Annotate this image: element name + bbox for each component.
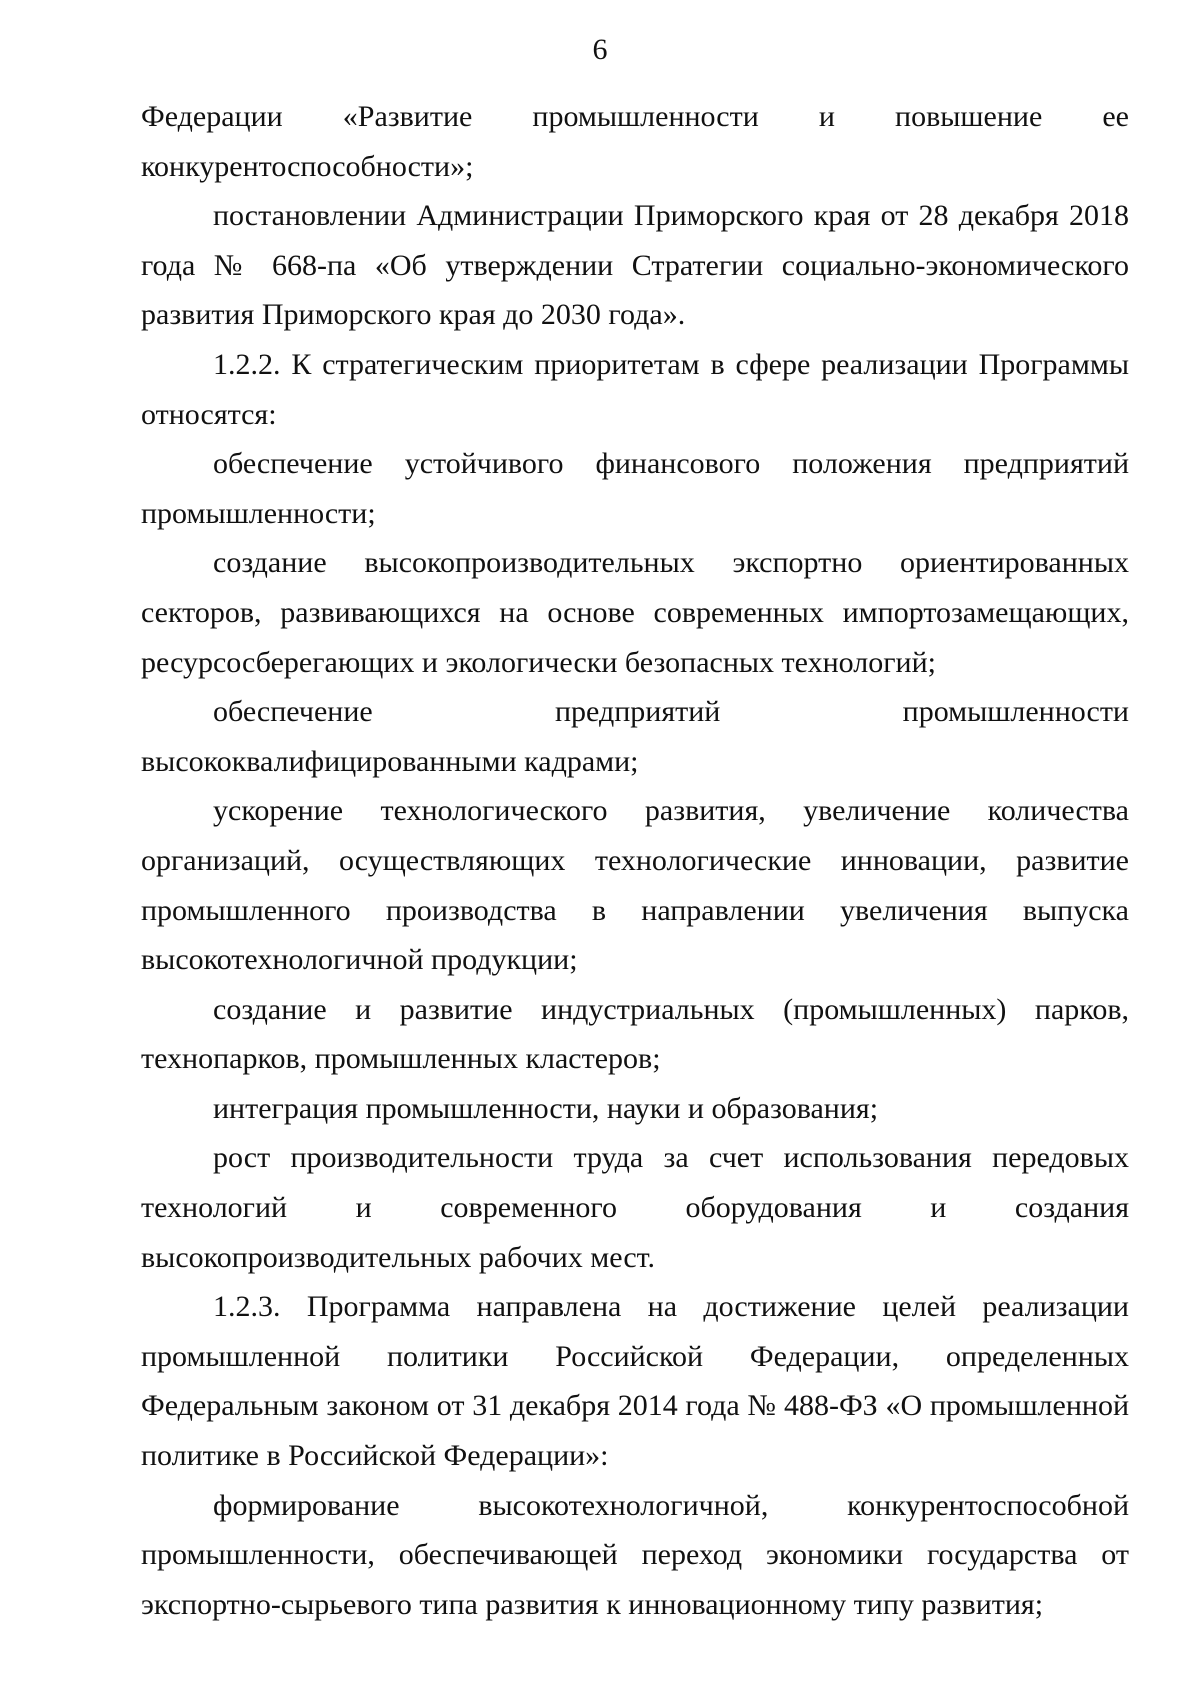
paragraph-federation-program: Федерации «Развитие промышленности и повышение ее конкурентоспособности»; (141, 100, 1129, 183)
list-item-financial-stability: обеспечение устойчивого финансового положения предприятий промышленности; (141, 447, 1129, 530)
list-item-integration: интеграция промышленности, науки и образования; (213, 1091, 879, 1125)
list-item-industrial-parks: создание и развитие индустриальных (промышленных) парков, технопарков, промышленных кластеров; (141, 992, 1129, 1076)
list-item-export-sectors: создание высокопроизводительных экспортно ориентированных секторов, развивающихся на основе современных импортозамещающих, ресурсосберегающих и экологически безопасных технологий; (141, 546, 1129, 679)
list-item-technological-development: ускорение технологического развития, увеличение количества организаций, осуществляющих технологические инновации, развитие промышленного производства в направлении увеличения выпуска высокотехнологичной продукции; (141, 794, 1129, 977)
paragraph-section-1-2-2: 1.2.2. К стратегическим приоритетам в сфере реализации Программы относятся: (141, 347, 1129, 431)
list-item-qualified-staff: обеспечение предприятий промышленности высококвалифицированными кадрами; (141, 695, 1129, 778)
document-body (141, 92, 1129, 1629)
page-number: 6 (592, 33, 608, 66)
paragraph-administration-resolution: постановлении Администрации Приморского края от 28 декабря 2018 года № 668-па «Об утверждении Стратегии социально-экономического развития Приморского края до 2030 года». (141, 199, 1129, 332)
paragraph-section-1-2-3: 1.2.3. Программа направлена на достижение целей реализации промышленной политики Российской Федерации, определенных Федеральным законом от 31 декабря 2014 года № 488-ФЗ «О промышленной политике в Российской Федерации»: (141, 1290, 1129, 1473)
list-item-productivity-growth: рост производительности труда за счет использования передовых технологий и современного оборудования и создания высокопроизводительных рабочих мест. (141, 1141, 1129, 1274)
list-item-high-tech-industry: формирование высокотехнологичной, конкурентоспособной промышленности, обеспечивающей переход экономики государства от экспортно-сырьевого типа развития к инновационному типу развития; (141, 1488, 1129, 1621)
